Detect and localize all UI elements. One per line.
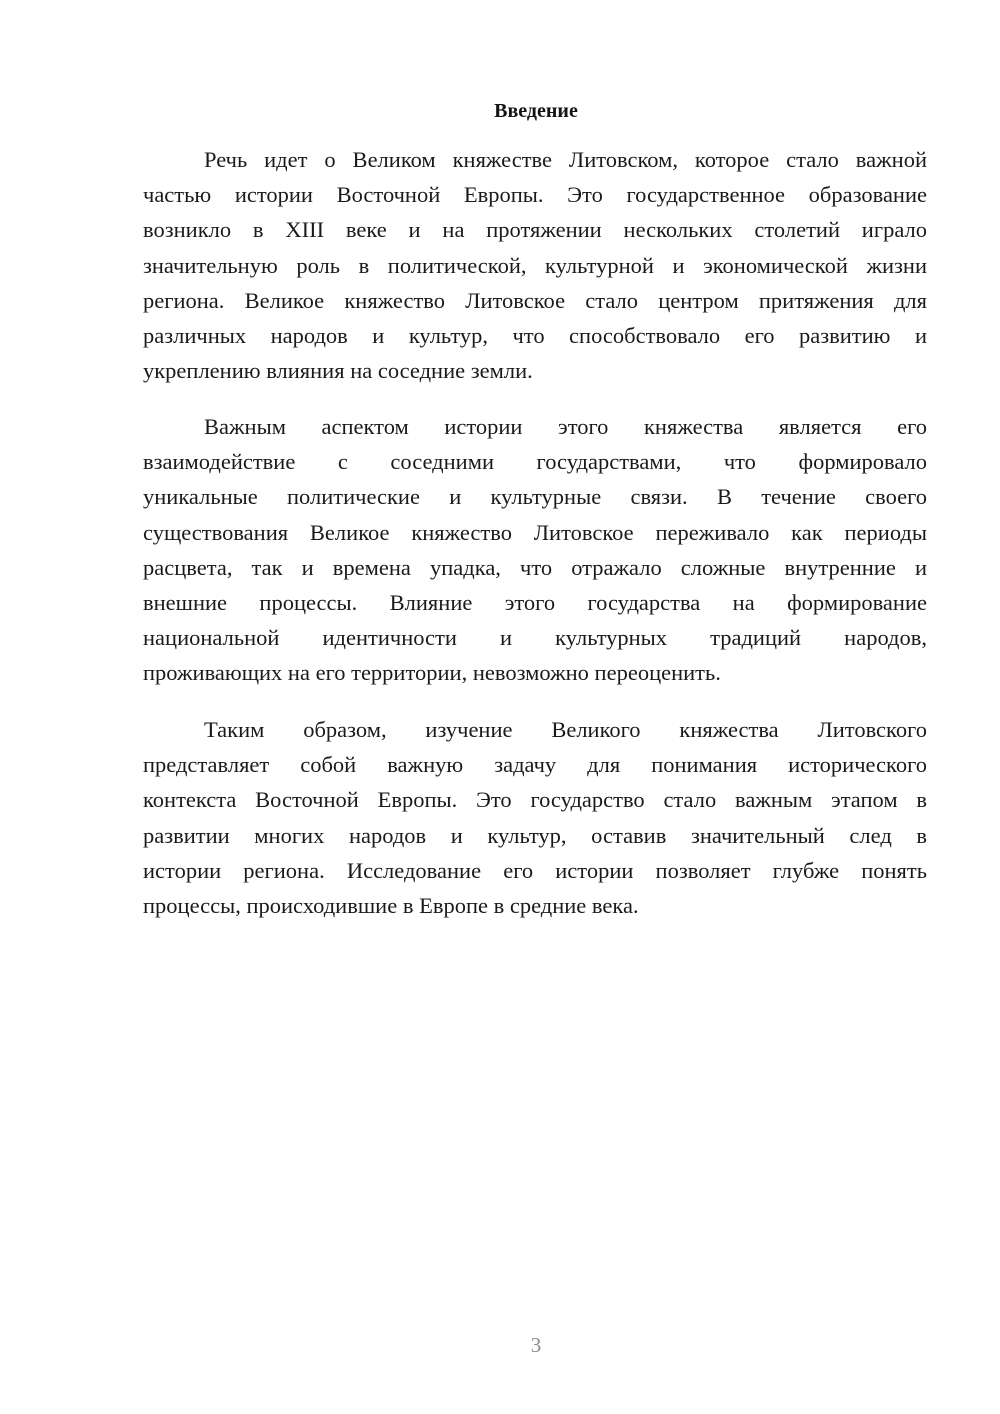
- text-line: контекста Восточной Европы. Это государство стало важным этапом в: [143, 787, 927, 813]
- text-line: национальной идентичности и культурных традиций народов,: [143, 625, 927, 651]
- paragraph-3: [143, 712, 927, 923]
- text-line: региона. Великое княжество Литовское стало центром притяжения для: [143, 287, 927, 313]
- text-line: истории региона. Исследование его истории позволяет глубже понять: [143, 857, 927, 883]
- text-line: внешние процессы. Влияние этого государства на формирование: [143, 589, 927, 615]
- section-title: Введение: [494, 100, 578, 122]
- text-line: развитии многих народов и культур, оставив значительный след в: [143, 822, 927, 848]
- page-number: 3: [530, 1333, 542, 1357]
- text-line: проживающих на его территории, невозможно переоценить.: [143, 660, 721, 686]
- text-line: укреплению влияния на соседние земли.: [143, 358, 533, 384]
- text-line: процессы, происходившие в Европе в средние века.: [143, 892, 639, 918]
- text-line: Важным аспектом истории этого княжества является его: [204, 414, 927, 439]
- text-line: различных народов и культур, что способствовало его развитию и: [143, 322, 927, 348]
- text-line: значительную роль в политической, культурной и экономической жизни: [143, 252, 927, 278]
- text-line: представляет собой важную задачу для понимания исторического: [143, 752, 927, 778]
- text-line: возникло в XIII веке и на протяжении нескольких столетий играло: [143, 217, 927, 243]
- text-line: Таким образом, изучение Великого княжества Литовского: [204, 717, 927, 742]
- text-line: частью истории Восточной Европы. Это государственное образование: [143, 182, 927, 208]
- paragraph-1: [143, 142, 927, 388]
- text-line: взаимодействие с соседними государствами, что формировало: [143, 449, 927, 475]
- text-line: уникальные политические и культурные связи. В течение своего: [143, 484, 927, 510]
- text-line: Речь идет о Великом княжестве Литовском, которое стало важной: [204, 147, 927, 172]
- text-line: существования Великое княжество Литовское переживало как периоды: [143, 519, 927, 545]
- paragraph-2: [143, 409, 927, 691]
- text-line: расцвета, так и времена упадка, что отражало сложные внутренние и: [143, 554, 927, 580]
